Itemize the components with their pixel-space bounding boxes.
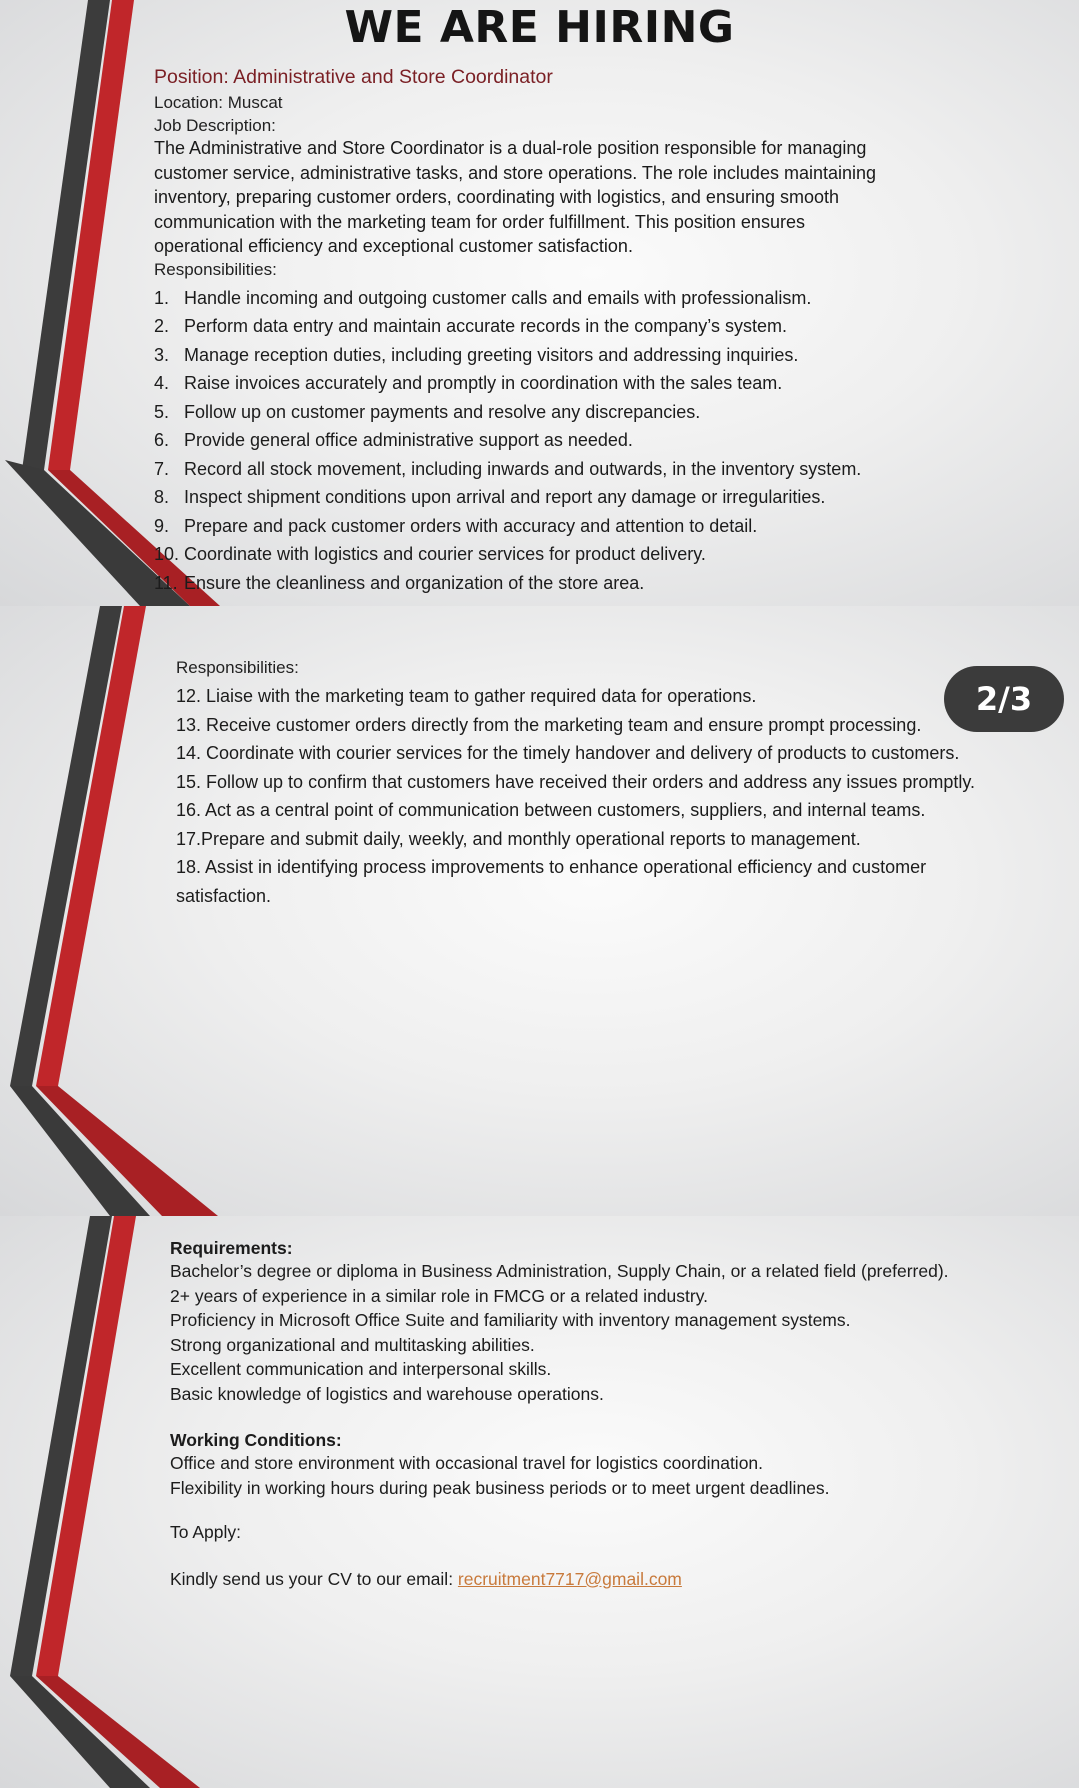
slide-3 xyxy=(0,1216,1079,1788)
item-number: 11. xyxy=(154,572,178,593)
item-number: 6. xyxy=(154,430,170,450)
apply-instructions xyxy=(170,1567,970,1592)
requirement-item: 2+ years of experience in a similar role in FMCG or a related industry. xyxy=(170,1285,709,1306)
list-item xyxy=(154,569,1054,598)
working-condition-item: Flexibility in working hours during peak business periods or to meet urgent deadlines. xyxy=(170,1477,830,1498)
list-item xyxy=(154,455,1054,484)
slide-1 xyxy=(0,0,1079,606)
item-number: 7. xyxy=(154,458,170,479)
list-item: 18. Assist in identifying process improvements to enhance operational efficiency and customer satisfaction. xyxy=(176,857,927,906)
list-item: 17.Prepare and submit daily, weekly, and monthly operational reports to management. xyxy=(176,828,861,849)
description-line: The Administrative and Store Coordinator is a dual-role position responsible for managing xyxy=(154,138,867,158)
item-number: 2. xyxy=(154,316,170,336)
list-item xyxy=(154,398,1054,427)
email-link[interactable]: recruitment7717@gmail.com xyxy=(457,1568,682,1589)
to-apply-label: To Apply: xyxy=(170,1522,242,1542)
responsibilities-list xyxy=(154,284,1054,598)
item-text: Coordinate with logistics and courier services for product delivery. xyxy=(184,544,706,564)
item-text: Inspect shipment conditions upon arrival and report any damage or irregularities. xyxy=(184,487,826,507)
responsibilities-label: Responsibilities: xyxy=(154,259,277,279)
item-text: Prepare and pack customer orders with accuracy and attention to detail. xyxy=(184,515,758,536)
responsibilities-list xyxy=(176,682,1016,910)
requirement-item: Proficiency in Microsoft Office Suite and familiarity with inventory management systems. xyxy=(170,1310,851,1330)
item-text: Perform data entry and maintain accurate records in the company’s system. xyxy=(184,316,787,336)
list-item: 13. Receive customer orders directly from the marketing team and ensure prompt processing. xyxy=(176,714,922,735)
item-text: Ensure the cleanliness and organization of the store area. xyxy=(184,572,645,593)
page-indicator-badge: 2/3 xyxy=(944,666,1064,732)
page-title: WE ARE HIRING xyxy=(344,2,735,53)
list-item: 12. Liaise with the marketing team to gather required data for operations. xyxy=(176,686,757,706)
item-number: 4. xyxy=(154,373,170,393)
item-text: Manage reception duties, including greeting visitors and addressing inquiries. xyxy=(184,344,799,365)
position-title: Position: Administrative and Store Coordinator xyxy=(154,66,553,88)
requirement-item: Bachelor’s degree or diploma in Business Administration, Supply Chain, or a related field (preferred). xyxy=(170,1261,949,1281)
apply-text: Kindly send us your CV to our email: xyxy=(170,1568,458,1589)
list-item: 14. Coordinate with courier services for the timely handover and delivery of products to customers. xyxy=(176,743,960,763)
item-text: Record all stock movement, including inwards and outwards, in the inventory system. xyxy=(184,458,862,479)
requirement-item: Strong organizational and multitasking abilities. xyxy=(170,1334,535,1355)
list-item: 15. Follow up to confirm that customers have received their orders and address any issues promptly. xyxy=(176,771,976,792)
job-description-label: Job Description: xyxy=(154,116,276,135)
item-number: 3. xyxy=(154,344,170,365)
working-conditions-label: Working Conditions: xyxy=(170,1430,342,1450)
description-line: operational efficiency and exceptional customer satisfaction. xyxy=(154,236,633,256)
list-item xyxy=(154,369,1054,398)
item-text: Provide general office administrative support as needed. xyxy=(184,430,633,450)
working-condition-item: Office and store environment with occasional travel for logistics coordination. xyxy=(170,1453,764,1473)
responsibilities-label: Responsibilities: xyxy=(176,658,299,677)
item-number: 10. xyxy=(154,544,180,564)
responsibilities-continued xyxy=(176,658,1016,910)
item-number: 9. xyxy=(154,515,170,536)
list-item xyxy=(154,312,1054,341)
item-text: Raise invoices accurately and promptly in coordination with the sales team. xyxy=(184,373,783,393)
requirements-label: Requirements: xyxy=(170,1238,293,1258)
job-description xyxy=(154,136,1054,259)
requirement-item: Excellent communication and interpersonal skills. xyxy=(170,1359,552,1379)
requirement-item: Basic knowledge of logistics and warehouse operations. xyxy=(170,1383,604,1404)
list-item xyxy=(154,284,1054,313)
description-line: communication with the marketing team for order fulfillment. This position ensures xyxy=(154,211,805,232)
description-line: inventory, preparing customer orders, coordinating with logistics, and ensuring smooth xyxy=(154,187,840,207)
slide-2 xyxy=(0,606,1079,1216)
item-number: 8. xyxy=(154,487,170,507)
list-item xyxy=(154,540,1054,569)
item-text: Follow up on customer payments and resolve any discrepancies. xyxy=(184,401,701,422)
item-text: Handle incoming and outgoing customer calls and emails with professionalism. xyxy=(184,287,812,308)
item-number: 1. xyxy=(154,287,170,308)
list-item xyxy=(154,341,1054,370)
job-header xyxy=(154,66,1054,597)
location: Location: Muscat xyxy=(154,93,283,112)
list-item xyxy=(154,483,1054,512)
description-line: customer service, administrative tasks, and store operations. The role includes maintaining xyxy=(154,162,877,183)
item-number: 5. xyxy=(154,401,170,422)
list-item: 16. Act as a central point of communication between customers, suppliers, and internal teams. xyxy=(176,800,926,820)
requirements-section xyxy=(170,1238,970,1591)
list-item xyxy=(154,512,1054,541)
list-item xyxy=(154,426,1054,455)
